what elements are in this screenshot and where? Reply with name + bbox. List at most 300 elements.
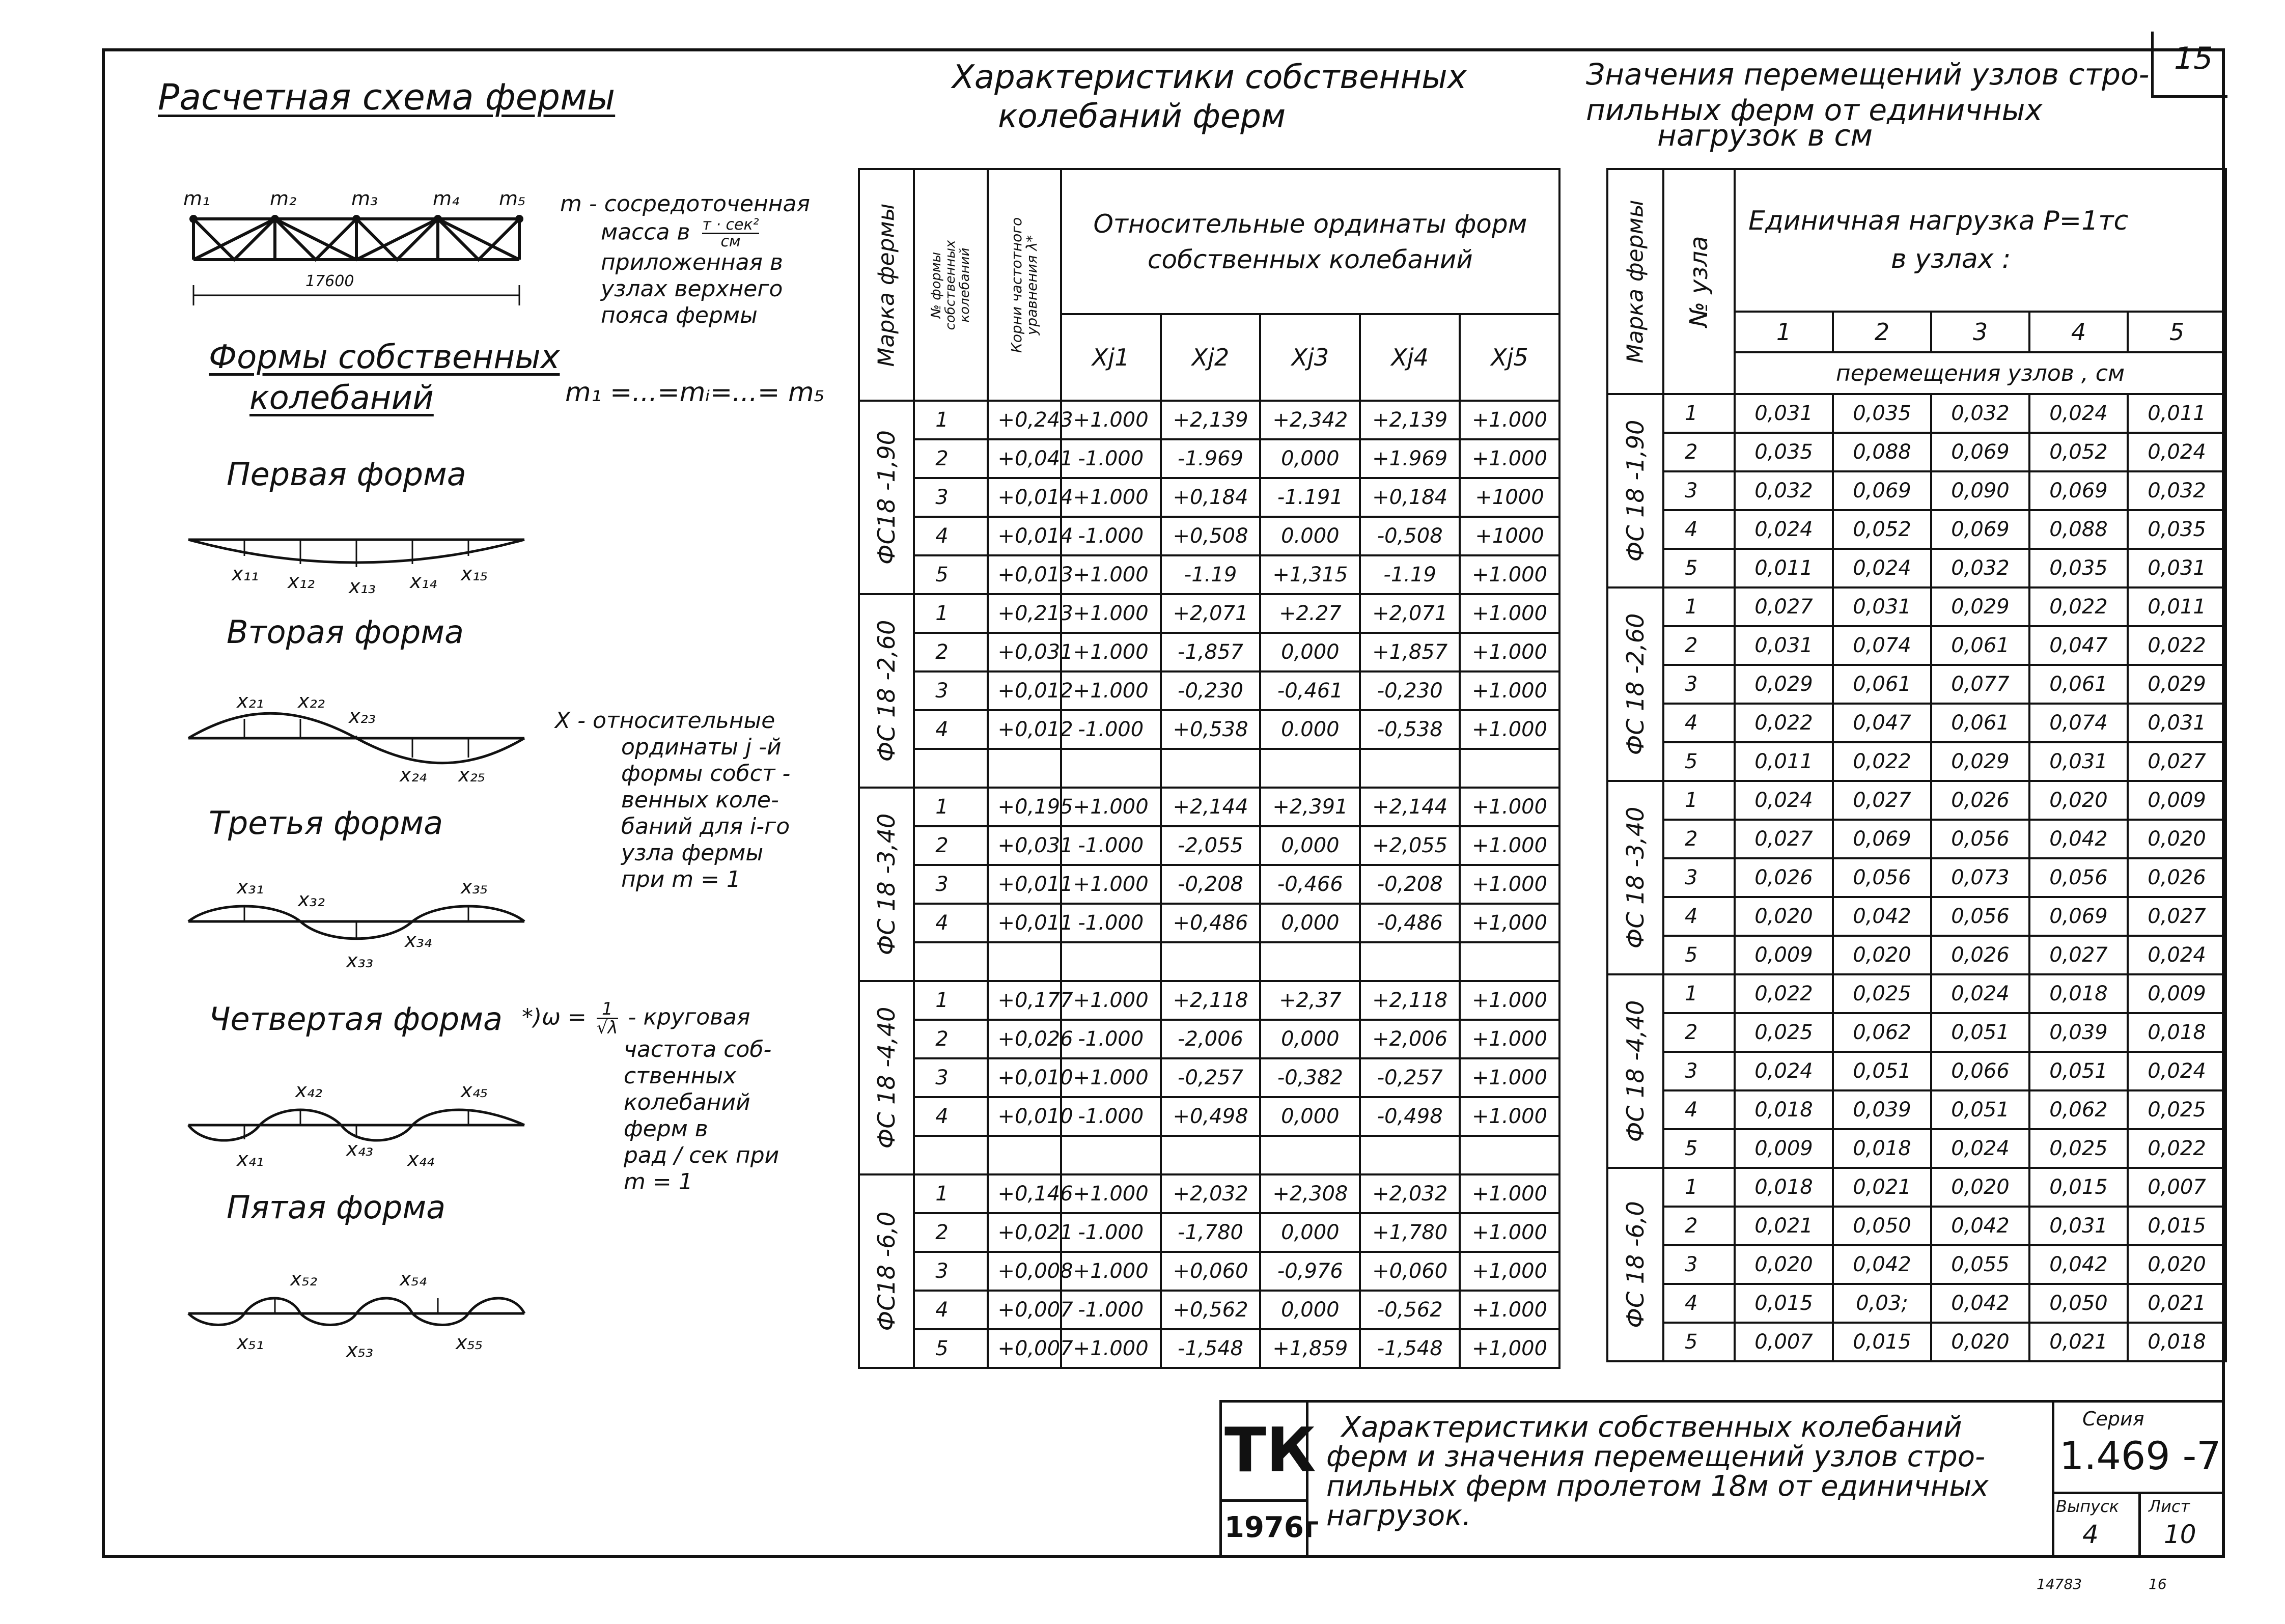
displacement-value-cell: 0,050 xyxy=(2029,1284,2128,1323)
form-name-5: Пятая форма xyxy=(227,1189,446,1226)
displacement-value-cell: 0,027 xyxy=(2128,742,2226,781)
vibration-xj5-cell: +1.000 xyxy=(1460,826,1559,865)
displacement-value-cell: 0,031 xyxy=(1833,587,1931,626)
vibration-mark-cell xyxy=(859,1174,914,1368)
vibration-xj3-cell: +2,391 xyxy=(1260,788,1360,826)
displacement-value-cell: 0,011 xyxy=(2128,394,2226,433)
vibration-root-cell xyxy=(988,749,1061,788)
mass-note-line: приложенная в xyxy=(601,249,783,275)
displacement-table xyxy=(1606,168,2227,1362)
vibration-form-no-cell: 2 xyxy=(914,826,987,865)
displacement-value-cell: 0,007 xyxy=(2128,1168,2226,1207)
load-node-4-header: 4 xyxy=(2029,312,2128,352)
displacement-value-cell: 0,088 xyxy=(2029,510,2128,549)
mass-equality: m₁ =...=mᵢ=...= m₅ xyxy=(565,377,825,408)
vibration-root-cell: +0,014 xyxy=(988,517,1061,555)
displacement-value-cell: 0,020 xyxy=(1735,1245,1833,1284)
mass-note-line: узлах верхнего xyxy=(601,276,783,302)
displacement-value-cell: 0,026 xyxy=(1931,781,2029,820)
displacement-value-cell: 0,051 xyxy=(1931,1090,2029,1129)
displacement-row xyxy=(1607,858,2226,897)
displacement-value-cell: 0,018 xyxy=(1833,1129,1931,1168)
vibration-xj2-cell: -1,548 xyxy=(1161,1329,1261,1368)
displacement-value-cell: 0,042 xyxy=(1931,1207,2029,1245)
displacement-value-cell: 0,022 xyxy=(1735,704,1833,742)
displacement-value-cell: 0,022 xyxy=(2029,587,2128,626)
vibration-xj4-cell: -1,548 xyxy=(1360,1329,1460,1368)
displacement-value-cell: 0,039 xyxy=(1833,1090,1931,1129)
vibration-xj4-cell: -0,208 xyxy=(1360,865,1460,904)
displacement-value-cell: 0,056 xyxy=(1833,858,1931,897)
vibration-table-body xyxy=(859,169,1559,1368)
mode3-label-1: x₃₁ xyxy=(237,876,264,898)
vibration-xj1-cell: +1.000 xyxy=(1061,478,1161,517)
vibration-xj1-cell: +1.000 xyxy=(1061,1058,1161,1097)
vibration-form-no-cell: 3 xyxy=(914,671,987,710)
mass-note-line xyxy=(560,217,810,249)
mass-unit-top: т · сек² xyxy=(702,216,759,234)
vibration-xj1-cell: +1.000 xyxy=(1061,865,1161,904)
vibration-xj5-cell xyxy=(1460,1136,1559,1174)
displacement-value-cell: 0,035 xyxy=(2128,510,2226,549)
vibration-xj4-cell: -0,486 xyxy=(1360,904,1460,942)
vibration-row xyxy=(859,904,1559,942)
vibration-root-cell: +0,014 xyxy=(988,478,1061,517)
displacement-value-cell: 0,029 xyxy=(1735,665,1833,704)
displacement-value-cell: 0,031 xyxy=(2128,704,2226,742)
displacement-value-cell: 0,035 xyxy=(1735,433,1833,471)
displacement-value-cell: 0,062 xyxy=(1833,1013,1931,1052)
vibration-xj4-cell xyxy=(1360,942,1460,981)
right-mark-header xyxy=(1607,169,1663,394)
vibration-mark-cell xyxy=(859,788,914,981)
vibration-row xyxy=(859,555,1559,594)
node-number-cell: 3 xyxy=(1663,1052,1735,1090)
vibration-xj5-cell: +1.000 xyxy=(1460,1058,1559,1097)
displacement-value-cell: 0,025 xyxy=(1833,974,1931,1013)
stamp-series: 1.469 -7 xyxy=(2059,1433,2221,1478)
displacement-value-cell: 0,051 xyxy=(1833,1052,1931,1090)
mode5-label-5: x₅₅ xyxy=(456,1331,483,1354)
displacement-row xyxy=(1607,394,2226,433)
vibration-xj2-cell xyxy=(1161,749,1261,788)
mode1-label-4: x₁₄ xyxy=(410,570,437,593)
displacement-value-cell: 0,011 xyxy=(2128,587,2226,626)
vibration-row xyxy=(859,401,1559,439)
displacement-value-cell: 0,020 xyxy=(2029,781,2128,820)
vibration-xj1-cell: +1.000 xyxy=(1061,555,1161,594)
displacement-value-cell: 0,074 xyxy=(1833,626,1931,665)
displacement-value-cell: 0,029 xyxy=(1931,587,2029,626)
vibration-form-no-cell: 1 xyxy=(914,1174,987,1213)
mode1-label-3: x₁₃ xyxy=(349,575,376,598)
right-title-1: Значения перемещений узлов стро- xyxy=(1586,57,2150,92)
displacement-value-cell: 0,025 xyxy=(2029,1129,2128,1168)
load-node-3-header: 3 xyxy=(1931,312,2029,352)
displacement-value-cell: 0,018 xyxy=(2029,974,2128,1013)
displacement-row xyxy=(1607,510,2226,549)
displacement-value-cell: 0,039 xyxy=(2029,1013,2128,1052)
displacement-value-cell: 0,047 xyxy=(1833,704,1931,742)
mid-title-2: колебаний ферм xyxy=(998,98,1286,135)
span-label: 17600 xyxy=(305,272,354,290)
mass-note-text: масса в xyxy=(601,219,690,245)
displacement-value-cell: 0,027 xyxy=(1735,587,1833,626)
displacement-value-cell: 0,031 xyxy=(2128,549,2226,587)
displacement-row xyxy=(1607,936,2226,974)
x-note-line: ординаты j -й xyxy=(621,734,782,760)
vibration-xj1-cell: -1.000 xyxy=(1061,517,1161,555)
vibration-row xyxy=(859,1136,1559,1174)
mode5-label-3: x₅₃ xyxy=(346,1339,373,1361)
vibration-xj3-cell: -1.191 xyxy=(1260,478,1360,517)
node-no-header-text: № узла xyxy=(1685,236,1713,327)
shapes-title-2: колебаний xyxy=(249,379,434,417)
displacement-row xyxy=(1607,820,2226,858)
vibration-row xyxy=(859,942,1559,981)
node-number-cell: 1 xyxy=(1663,587,1735,626)
displacement-row xyxy=(1607,1013,2226,1052)
displacement-row xyxy=(1607,974,2226,1013)
omega-note xyxy=(522,1000,779,1195)
displacement-value-cell: 0,024 xyxy=(1833,549,1931,587)
vibration-xj2-cell: -1,857 xyxy=(1161,633,1261,671)
vibration-xj3-cell: 0,000 xyxy=(1260,1213,1360,1252)
displacement-value-cell: 0,056 xyxy=(1931,820,2029,858)
displacement-value-cell: 0,031 xyxy=(1735,626,1833,665)
displacement-value-cell: 0,025 xyxy=(2128,1090,2226,1129)
vibration-xj1-cell: +1.000 xyxy=(1061,1174,1161,1213)
displacement-table-body xyxy=(1607,169,2226,1361)
node-number-cell: 2 xyxy=(1663,1013,1735,1052)
displacement-value-cell: 0,031 xyxy=(2029,1207,2128,1245)
vibration-xj1-cell xyxy=(1061,942,1161,981)
mass-note-line: m - сосредоточенная xyxy=(560,191,810,217)
col-xj2-header: Xj2 xyxy=(1161,314,1261,401)
mass-label-3: m₃ xyxy=(351,187,378,210)
vibration-xj2-cell xyxy=(1161,1136,1261,1174)
mode3-label-4: x₃₄ xyxy=(405,929,432,951)
vibration-form-no-cell: 2 xyxy=(914,439,987,478)
vibration-xj1-cell: -1.000 xyxy=(1061,710,1161,749)
mode2-label-2: x₂₂ xyxy=(298,690,325,712)
vibration-root-cell: +0,177 xyxy=(988,981,1061,1020)
vibration-xj3-cell: 0,000 xyxy=(1260,439,1360,478)
displacement-value-cell: 0,088 xyxy=(1833,433,1931,471)
vibration-xj1-cell: -1.000 xyxy=(1061,1291,1161,1329)
displacement-value-cell: 0,021 xyxy=(1735,1207,1833,1245)
vibration-mark-text: ФС 18 -3,40 xyxy=(873,813,901,956)
mass-label-2: m₂ xyxy=(270,187,297,210)
vibration-xj1-cell: -1.000 xyxy=(1061,439,1161,478)
displacement-header-row-1 xyxy=(1607,169,2226,312)
displacement-value-cell: 0,011 xyxy=(1735,742,1833,781)
displacement-value-cell: 0,024 xyxy=(1735,781,1833,820)
node-number-cell: 5 xyxy=(1663,742,1735,781)
col-root-header xyxy=(988,169,1061,401)
vibration-xj4-cell: +1,780 xyxy=(1360,1213,1460,1252)
displacement-row xyxy=(1607,665,2226,704)
displacement-value-cell: 0,051 xyxy=(1931,1013,2029,1052)
displacement-value-cell: 0,061 xyxy=(1833,665,1931,704)
displacement-value-cell: 0,020 xyxy=(2128,1245,2226,1284)
mode4-label-1: x₄₁ xyxy=(237,1148,264,1170)
displacement-value-cell: 0,020 xyxy=(1931,1323,2029,1361)
mode3-label-5: x₃₅ xyxy=(461,876,488,898)
node-number-cell: 4 xyxy=(1663,510,1735,549)
vibration-root-cell: +0,012 xyxy=(988,710,1061,749)
mode3-label-3: x₃₃ xyxy=(346,949,373,972)
displacement-mark-text: ФС 18 -1,90 xyxy=(1622,419,1649,562)
stamp-tk: ТК xyxy=(1224,1415,1316,1486)
displacement-value-cell: 0,009 xyxy=(2128,974,2226,1013)
vibration-mark-text: ФС18 -6,0 xyxy=(873,1211,901,1331)
displacement-value-cell: 0,027 xyxy=(2029,936,2128,974)
omega-note-line: m = 1 xyxy=(624,1169,693,1195)
omega-fraction xyxy=(597,1000,618,1037)
displacement-value-cell: 0,032 xyxy=(1735,471,1833,510)
footer-mark-1: 14783 xyxy=(2037,1576,2082,1592)
vibration-xj2-cell: +2,139 xyxy=(1161,401,1261,439)
displacement-value-cell: 0,022 xyxy=(2128,626,2226,665)
stamp-sheet: 10 xyxy=(2164,1520,2196,1549)
mode4-label-4: x₄₄ xyxy=(407,1148,434,1170)
vibration-xj4-cell: -0,562 xyxy=(1360,1291,1460,1329)
displacement-value-cell: 0,031 xyxy=(2029,742,2128,781)
displacement-value-cell: 0,077 xyxy=(1931,665,2029,704)
vibration-xj4-cell: -0,538 xyxy=(1360,710,1460,749)
vibration-xj4-cell: -0,230 xyxy=(1360,671,1460,710)
displacement-value-cell: 0,029 xyxy=(1931,742,2029,781)
vibration-row xyxy=(859,981,1559,1020)
vibration-form-no-cell: 2 xyxy=(914,633,987,671)
displacement-mark-cell xyxy=(1607,1168,1663,1361)
vibration-xj5-cell: +1000 xyxy=(1460,478,1559,517)
node-number-cell: 1 xyxy=(1663,974,1735,1013)
node-number-cell: 2 xyxy=(1663,820,1735,858)
vibration-xj4-cell: +2,055 xyxy=(1360,826,1460,865)
displacement-value-cell: 0,027 xyxy=(1735,820,1833,858)
displacement-value-cell: 0,069 xyxy=(2029,471,2128,510)
displacement-value-cell: 0,015 xyxy=(2128,1207,2226,1245)
vibration-mark-cell xyxy=(859,594,914,788)
vibration-root-cell: +0,243 xyxy=(988,401,1061,439)
vibration-form-no-cell: 1 xyxy=(914,788,987,826)
vibration-form-no-cell: 4 xyxy=(914,517,987,555)
stamp-issue-label: Выпуск xyxy=(2056,1497,2119,1516)
vibration-root-cell: +0,146 xyxy=(988,1174,1061,1213)
vibration-xj5-cell: +1.000 xyxy=(1460,1213,1559,1252)
vibration-form-no-cell: 3 xyxy=(914,1252,987,1291)
col-form-no-header xyxy=(914,169,987,401)
node-number-cell: 3 xyxy=(1663,1245,1735,1284)
omega-note-line: ферм в xyxy=(624,1116,708,1142)
mode4-label-3: x₄₃ xyxy=(346,1138,373,1160)
vibration-xj5-cell: +1,000 xyxy=(1460,1329,1559,1368)
vibration-xj3-cell: 0,000 xyxy=(1260,904,1360,942)
right-title-2: пильных ферм от единичных xyxy=(1586,93,2043,127)
form-no-header-text: № формы собственных колебаний xyxy=(929,240,973,330)
omega-note-line: колебаний xyxy=(624,1089,750,1115)
vibration-xj5-cell: +1,000 xyxy=(1460,1252,1559,1291)
vibration-form-no-cell xyxy=(914,942,987,981)
displacement-value-cell: 0,055 xyxy=(1931,1245,2029,1284)
vibration-xj1-cell: +1.000 xyxy=(1061,671,1161,710)
vibration-form-no-cell: 1 xyxy=(914,981,987,1020)
vibration-table xyxy=(858,168,1561,1369)
x-note-line: при m = 1 xyxy=(621,866,741,892)
stamp-description-line: нагрузок. xyxy=(1326,1499,1471,1532)
vibration-form-no-cell: 5 xyxy=(914,1329,987,1368)
omega-note-line: рад / сек при xyxy=(624,1142,779,1168)
displacement-value-cell: 0,021 xyxy=(2029,1323,2128,1361)
displacement-value-cell: 0,066 xyxy=(1931,1052,2029,1090)
displacement-row xyxy=(1607,742,2226,781)
vibration-xj3-cell: 0,000 xyxy=(1260,826,1360,865)
vibration-root-cell xyxy=(988,942,1061,981)
mode1-label-1: x₁₁ xyxy=(232,563,259,585)
vibration-xj5-cell: +1.000 xyxy=(1460,401,1559,439)
vibration-row xyxy=(859,439,1559,478)
vibration-xj2-cell: +2,118 xyxy=(1161,981,1261,1020)
vibration-xj3-cell xyxy=(1260,1136,1360,1174)
displacement-value-cell: 0,035 xyxy=(1833,394,1931,433)
vibration-xj1-cell: +1.000 xyxy=(1061,788,1161,826)
displacement-value-cell: 0,032 xyxy=(2128,471,2226,510)
vibration-xj2-cell: -0,257 xyxy=(1161,1058,1261,1097)
displacement-value-cell: 0,061 xyxy=(1931,704,2029,742)
displacement-value-cell: 0,026 xyxy=(1735,858,1833,897)
mark-header-text: Марка фермы xyxy=(873,203,900,367)
vibration-root-cell: +0,007 xyxy=(988,1329,1061,1368)
vibration-xj3-cell: 0,000 xyxy=(1260,633,1360,671)
vibration-root-cell: +0,026 xyxy=(988,1020,1061,1058)
node-number-cell: 5 xyxy=(1663,936,1735,974)
mode4-label-5: x₄₅ xyxy=(461,1079,488,1102)
displacement-value-cell: 0,031 xyxy=(1735,394,1833,433)
vibration-row xyxy=(859,671,1559,710)
x-note-line: узла фермы xyxy=(621,840,764,866)
displacement-value-cell: 0,029 xyxy=(2128,665,2226,704)
vibration-xj3-cell: -0,382 xyxy=(1260,1058,1360,1097)
vibration-xj3-cell: +2.27 xyxy=(1260,594,1360,633)
vibration-xj1-cell: +1.000 xyxy=(1061,1252,1161,1291)
vibration-xj2-cell: -2,055 xyxy=(1161,826,1261,865)
displacement-value-cell: 0,018 xyxy=(2128,1323,2226,1361)
vibration-xj4-cell: +2,118 xyxy=(1360,981,1460,1020)
displacement-value-cell: 0,056 xyxy=(2029,858,2128,897)
vibration-mark-cell xyxy=(859,981,914,1174)
stamp-description-line: Характеристики собственных колебаний xyxy=(1342,1411,1962,1444)
displacement-value-cell: 0,042 xyxy=(1833,897,1931,936)
x-note-line: баний для i-го xyxy=(621,814,790,839)
col-xj1-header: Xj1 xyxy=(1061,314,1161,401)
mid-title-1: Характеристики собственных xyxy=(952,59,1467,96)
vibration-row xyxy=(859,788,1559,826)
displacement-value-cell: 0,022 xyxy=(1735,974,1833,1013)
node-number-cell: 4 xyxy=(1663,1090,1735,1129)
node-no-header xyxy=(1663,169,1735,394)
col-xj4-header: Xj4 xyxy=(1360,314,1460,401)
vibration-xj4-cell: +2,139 xyxy=(1360,401,1460,439)
vibration-xj3-cell: +1,859 xyxy=(1260,1329,1360,1368)
vibration-xj4-cell: +1,857 xyxy=(1360,633,1460,671)
vibration-xj2-cell: -1,780 xyxy=(1161,1213,1261,1252)
displacement-value-cell: 0,042 xyxy=(2029,1245,2128,1284)
displacement-value-cell: 0,062 xyxy=(2029,1090,2128,1129)
ordinates-group-text: Относительные ординаты форм собственных колебаний xyxy=(1093,209,1527,274)
vibration-header-row-1 xyxy=(859,169,1559,314)
displacement-value-cell: 0,022 xyxy=(1833,742,1931,781)
displacement-value-cell: 0,03; xyxy=(1833,1284,1931,1323)
displacement-value-cell: 0,009 xyxy=(1735,1129,1833,1168)
vibration-xj3-cell: 0.000 xyxy=(1260,517,1360,555)
vibration-form-no-cell xyxy=(914,749,987,788)
omega-text: - круговая xyxy=(628,1004,750,1030)
right-mark-header-text: Марка фермы xyxy=(1622,200,1649,363)
mode5-label-4: x₅₄ xyxy=(400,1268,427,1290)
vibration-xj3-cell: +2,308 xyxy=(1260,1174,1360,1213)
displacement-value-cell: 0,042 xyxy=(1931,1284,2029,1323)
displacement-value-cell: 0,061 xyxy=(1931,626,2029,665)
omega-numerator: 1 xyxy=(597,1000,618,1019)
vibration-xj4-cell xyxy=(1360,1136,1460,1174)
vibration-row xyxy=(859,1329,1559,1368)
displacement-value-cell: 0,024 xyxy=(2029,394,2128,433)
displacement-value-cell: 0,073 xyxy=(1931,858,2029,897)
mode2-label-5: x₂₅ xyxy=(458,764,485,786)
displacement-mark-cell xyxy=(1607,587,1663,781)
displacement-value-cell: 0,024 xyxy=(2128,433,2226,471)
vibration-xj2-cell: -0,230 xyxy=(1161,671,1261,710)
node-number-cell: 2 xyxy=(1663,1207,1735,1245)
stamp-description-line: ферм и значения перемещений узлов стро- xyxy=(1326,1440,1986,1473)
vibration-row xyxy=(859,517,1559,555)
displacement-mark-text: ФС 18 -4,40 xyxy=(1622,1000,1649,1142)
displacement-row xyxy=(1607,1168,2226,1207)
vibration-xj1-cell: +1.000 xyxy=(1061,594,1161,633)
node-number-cell: 3 xyxy=(1663,471,1735,510)
node-number-cell: 3 xyxy=(1663,858,1735,897)
displacement-row xyxy=(1607,1245,2226,1284)
displacement-value-cell: 0,074 xyxy=(2029,704,2128,742)
vibration-xj5-cell: +1.000 xyxy=(1460,594,1559,633)
displacement-value-cell: 0,069 xyxy=(1833,471,1931,510)
vibration-xj5-cell: +1.000 xyxy=(1460,633,1559,671)
x-note-line: венных коле- xyxy=(621,787,779,813)
node-number-cell: 1 xyxy=(1663,781,1735,820)
displacement-value-cell: 0,069 xyxy=(2029,897,2128,936)
node-number-cell: 2 xyxy=(1663,626,1735,665)
page-number: 15 xyxy=(2174,41,2213,76)
mass-note-line: пояса фермы xyxy=(601,302,758,328)
omega-symbol: *)ω = xyxy=(522,1004,587,1030)
x-note-line: формы собст - xyxy=(621,761,791,787)
vibration-xj5-cell: +1.000 xyxy=(1460,1291,1559,1329)
mass-note xyxy=(560,191,810,329)
x-note-line: X - относительные xyxy=(555,708,775,734)
vibration-root-cell: +0,213 xyxy=(988,594,1061,633)
vibration-root-cell xyxy=(988,1136,1061,1174)
vibration-xj5-cell: +1.000 xyxy=(1460,671,1559,710)
displacement-mark-cell xyxy=(1607,394,1663,587)
vibration-xj3-cell: 0,000 xyxy=(1260,1097,1360,1136)
node-number-cell: 5 xyxy=(1663,1323,1735,1361)
node-number-cell: 4 xyxy=(1663,1284,1735,1323)
displacement-mark-text: ФС 18 -3,40 xyxy=(1622,806,1649,949)
vibration-row xyxy=(859,1213,1559,1252)
mass-label-5: m₅ xyxy=(499,187,526,210)
